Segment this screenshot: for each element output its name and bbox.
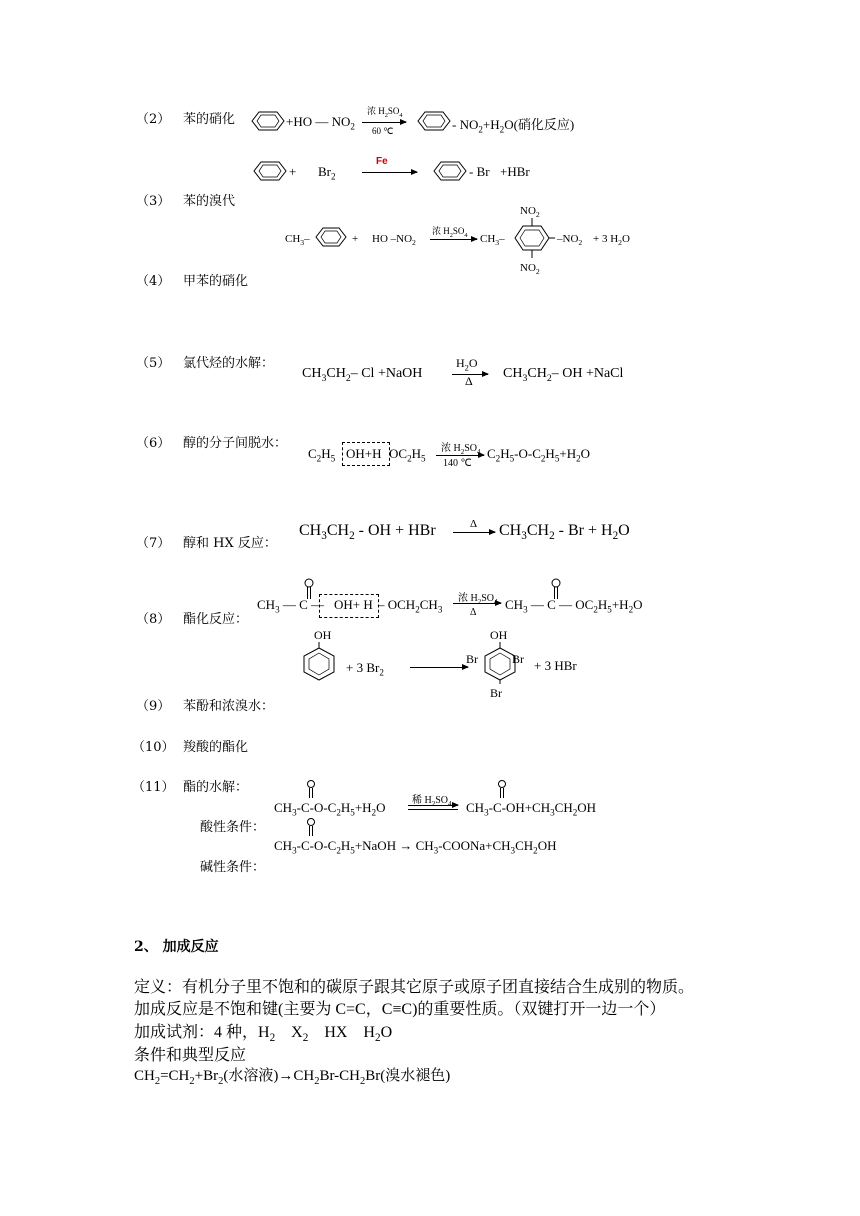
equation-part: $OC_2H_5$	[389, 446, 426, 464]
equation-part: $CH_3-C-OH+CH_3CH_2OH$	[466, 800, 597, 818]
item-number: （8）	[136, 612, 171, 627]
equation-part: $CH_3-C-O-C_2H_5+NaOH$ → $CH_3-COONa+CH_3CH_2OH$	[274, 838, 557, 856]
equation-part: - $NO_2+H_2O$(硝化反应)	[452, 117, 575, 135]
equation-part: OH+H	[346, 446, 382, 461]
reaction-condition: 浓 $H_2SO_4$	[458, 593, 498, 606]
equation-part: – $OCH_2CH_3$	[378, 597, 443, 615]
reaction-condition: 浓 $H_2SO_4$	[367, 106, 403, 119]
equation-part: $CH_3CH_2-$ OH +NaCl	[503, 366, 624, 384]
item-label: 醇和 HX 反应：	[183, 536, 277, 551]
benzene-ring-icon	[250, 160, 290, 182]
equation-part: $CH_3-$	[480, 233, 505, 248]
equation-part: OH	[314, 628, 332, 642]
equation-part: $CH_3-$	[285, 233, 310, 248]
item-number: （10）	[132, 740, 175, 755]
reaction-arrow	[362, 122, 406, 123]
section-heading: 2、 加成反应	[134, 939, 219, 955]
reaction-condition: $H_2O$	[456, 356, 478, 373]
reaction-arrow	[436, 455, 484, 456]
reaction-condition: 60 ℃	[372, 126, 394, 136]
benzene-ring-icon	[430, 160, 470, 182]
equation-part: + 3 HBr	[534, 658, 577, 673]
base-condition-label: 碱性条件：	[200, 860, 266, 875]
item-label: 酯的水解：	[183, 780, 249, 795]
equation-part: $Br_2$	[318, 164, 336, 182]
carbonyl-oxygen-icon	[496, 780, 508, 798]
item-label: 苯的硝化	[183, 112, 236, 127]
item-number: （7）	[136, 536, 171, 551]
equation-part: +	[352, 233, 359, 245]
phenol-ring-icon	[300, 642, 338, 682]
item-number: （6）	[136, 436, 171, 451]
reaction-condition: Δ	[470, 607, 477, 618]
item-number: （2）	[136, 112, 171, 127]
item-label: 羧酸的酯化	[183, 740, 249, 755]
property-text: 加成反应是不饱和键(主要为 C=C，C≡C)的重要性质。（双键打开一边一个）	[134, 1001, 666, 1018]
item-label: 醇的分子间脱水：	[183, 436, 288, 451]
equation-part: + 3 $H_2O$	[593, 233, 630, 248]
acid-condition-label: 酸性条件：	[200, 820, 266, 835]
reaction-condition: 140 ℃	[443, 458, 472, 469]
reaction-arrow	[453, 603, 501, 604]
reagents-text: 加成试剂：4 种，$H_2$ $X_2$ HX $H_2O$	[134, 1024, 393, 1045]
equation-part: $-NO_2$	[557, 233, 583, 248]
equation-part: $CH_3-C-O-C_2H_5+H_2O$	[274, 800, 386, 818]
reaction-arrow-forward	[408, 805, 458, 806]
equation-part: + 3 $Br_2$	[346, 660, 384, 678]
reaction-arrow-reverse	[408, 809, 458, 810]
carbonyl-oxygen-icon	[305, 818, 317, 836]
equation-part: $CH_3$ — C — $OC_2H_5+H_2O$	[505, 597, 643, 615]
equation-part: $CH_3CH_2-$ Cl +NaOH	[302, 366, 423, 384]
equation-part: +HO — $NO_2$	[286, 114, 355, 132]
reaction-arrow	[410, 667, 468, 668]
reaction-condition: Δ	[465, 374, 473, 388]
item-label: 苯酚和浓溴水：	[183, 699, 275, 714]
carbonyl-oxygen-icon	[305, 780, 317, 798]
conditions-heading: 条件和典型反应	[134, 1047, 247, 1064]
equation-part: Br	[490, 686, 502, 700]
reaction-condition: Δ	[470, 518, 478, 530]
item-label: 酯化反应：	[183, 612, 249, 627]
equation-part: HO $-NO_2$	[372, 233, 416, 248]
benzene-ring-icon	[313, 226, 349, 248]
item-number: （5）	[136, 356, 171, 371]
reaction-condition: 稀 $H_2SO_4$	[412, 795, 452, 808]
item-label: 苯的溴代	[183, 194, 236, 209]
item-number: （9）	[136, 699, 171, 714]
equation-part: $NO_2$	[520, 262, 540, 277]
definition-text: 定义：有机分子里不饱和的碳原子跟其它原子或原子团直接结合生成别的物质。	[134, 979, 695, 996]
item-label: 氯代烃的水解：	[183, 356, 275, 371]
equation-part: $NO_2$	[520, 205, 540, 220]
equation-part: +	[289, 164, 297, 179]
typical-reaction: $CH_2=CH_2+Br_2$(水溶液)$\to CH_2Br-CH_2Br$(溴水褪色)	[134, 1068, 451, 1087]
equation-part: Br	[466, 652, 478, 666]
equation-part: - Br	[469, 164, 490, 179]
reaction-condition: 浓 $H_2SO_4$	[441, 443, 481, 456]
catalyst-label: Fe	[376, 156, 388, 167]
equation-part: +HBr	[500, 164, 530, 179]
item-label: 甲苯的硝化	[183, 274, 249, 289]
item-number: （4）	[136, 274, 171, 289]
item-number: （11）	[132, 780, 175, 795]
reaction-condition: 浓 $H_2SO_4$	[432, 226, 468, 239]
equation-part: $C_2H_5-O-C_2H_5+H_2O$	[487, 446, 591, 464]
item-number: （3）	[136, 194, 171, 209]
equation-part: $CH_3CH_2$ - OH + HBr	[299, 522, 436, 543]
equation-part: Br	[512, 652, 524, 666]
reaction-arrow	[430, 239, 477, 240]
benzene-ring-icon	[248, 110, 288, 132]
equation-part: $C_2H_5$	[308, 446, 336, 464]
benzene-ring-icon	[414, 110, 454, 132]
reaction-arrow	[362, 172, 417, 173]
trinitrotoluene-ring-icon	[511, 218, 555, 258]
equation-part: OH+ H	[334, 597, 373, 612]
reaction-arrow	[453, 532, 495, 533]
equation-part: OH	[490, 628, 508, 642]
equation-part: $CH_3CH_2 - Br + H_2O$	[499, 522, 630, 543]
equation-part: $CH_3$ — C —	[257, 597, 325, 615]
